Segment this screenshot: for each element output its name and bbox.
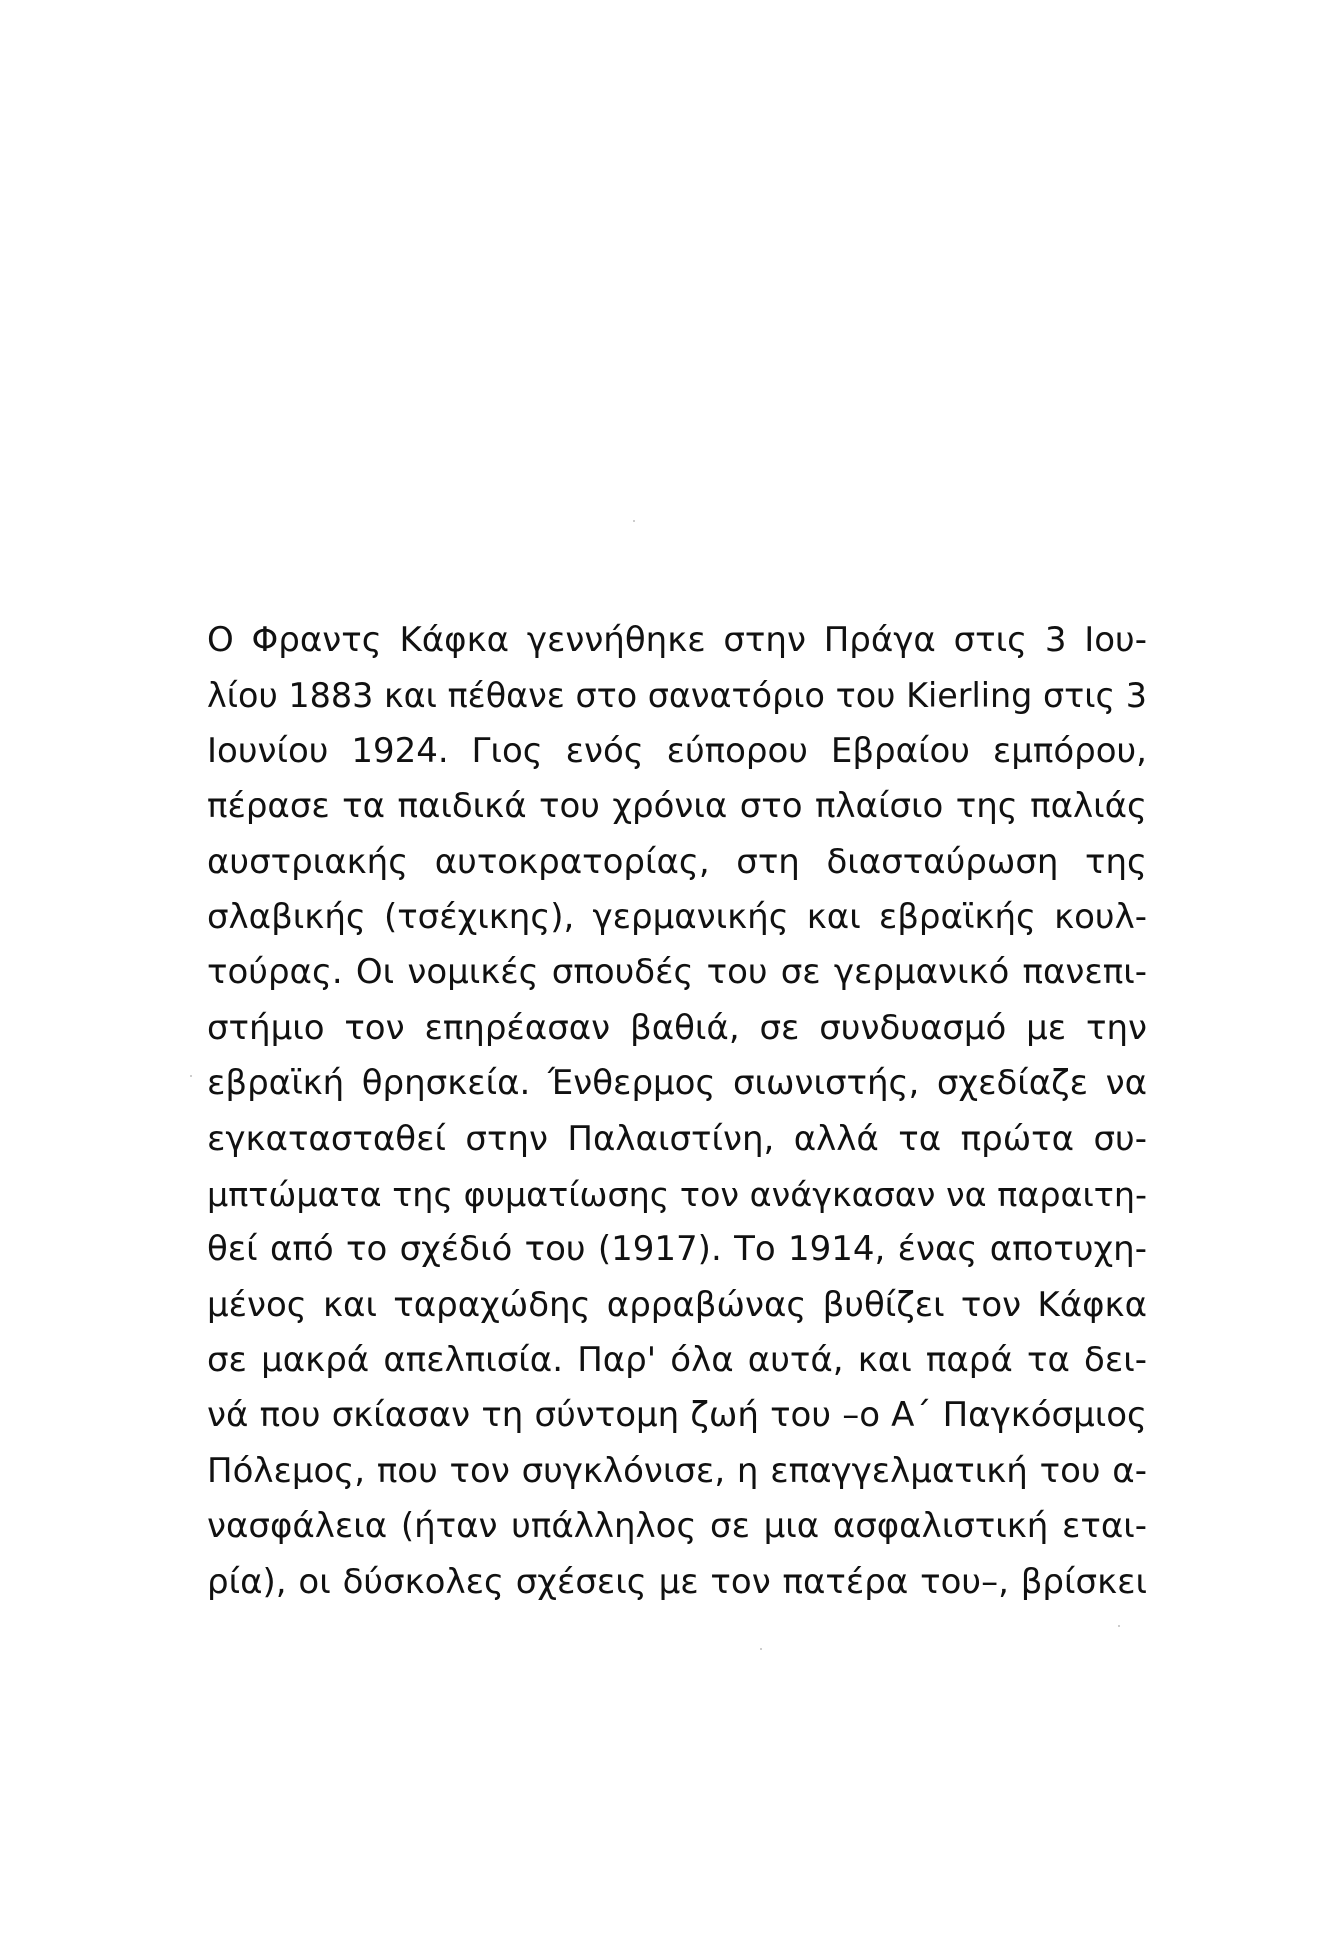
scan-speck <box>760 1648 762 1650</box>
paragraph-line: εβραϊκή θρησκεία. Ένθερμος σιωνιστής, σχεδίαζε να <box>207 1063 1147 1104</box>
paragraph-line: Ο Φραντς Κάφκα γεννήθηκε στην Πράγα στις 3 Ιου- <box>207 620 1147 660</box>
paragraph-line: τούρας. Οι νομικές σπουδές του σε γερμανικό πανεπι- <box>207 952 1147 993</box>
scan-speck <box>633 520 635 522</box>
paragraph-line: νασφάλεια (ήταν υπάλληλος σε μια ασφαλιστική εται- <box>207 1506 1147 1547</box>
paragraph-line: νά που σκίασαν τη σύντομη ζωή του –ο Α΄ Παγκόσμιος <box>207 1395 1147 1436</box>
paragraph-line: θεί από το σχέδιό του (1917). Το 1914, ένας αποτυχη- <box>207 1229 1147 1270</box>
paragraph-line: Πόλεμος, που τον συγκλόνισε, η επαγγελματική του α- <box>207 1450 1147 1491</box>
paragraph-line: σλαβικής (τσέχικης), γερμανικής και εβραϊκής κουλ- <box>207 896 1147 937</box>
paragraph-line: μένος και ταραχώδης αρραβώνας βυθίζει τον Κάφκα <box>207 1284 1147 1325</box>
scan-speck <box>1118 1625 1120 1627</box>
paragraph-line: αυστριακής αυτοκρατορίας, στη διασταύρωση της <box>207 841 1147 882</box>
paragraph-line: στήμιο τον επηρέασαν βαθιά, σε συνδυασμό με την <box>207 1007 1147 1048</box>
paragraph-line: εγκατασταθεί στην Παλαιστίνη, αλλά τα πρώτα συ- <box>207 1118 1147 1159</box>
paragraph-line: ρία), οι δύσκολες σχέσεις με τον πατέρα του–, βρίσκει <box>207 1561 1147 1602</box>
paragraph-line: πέρασε τα παιδικά του χρόνια στο πλαίσιο της παλιάς <box>207 786 1147 827</box>
paragraph-line: λίου 1883 και πέθανε στο σανατόριο του Kierling στις 3 <box>207 676 1147 716</box>
paragraph-line: μπτώματα της φυματίωσης τον ανάγκασαν να παραιτη- <box>207 1174 1148 1214</box>
paragraph-line: σε μακρά απελπισία. Παρ' όλα αυτά, και παρά τα δει- <box>207 1340 1147 1381</box>
paragraph-line: Ιουνίου 1924. Γιος ενός εύπορου Εβραίου εμπόρου, <box>207 730 1147 771</box>
scan-speck <box>190 1075 192 1077</box>
biography-paragraph <box>207 613 1147 1610</box>
